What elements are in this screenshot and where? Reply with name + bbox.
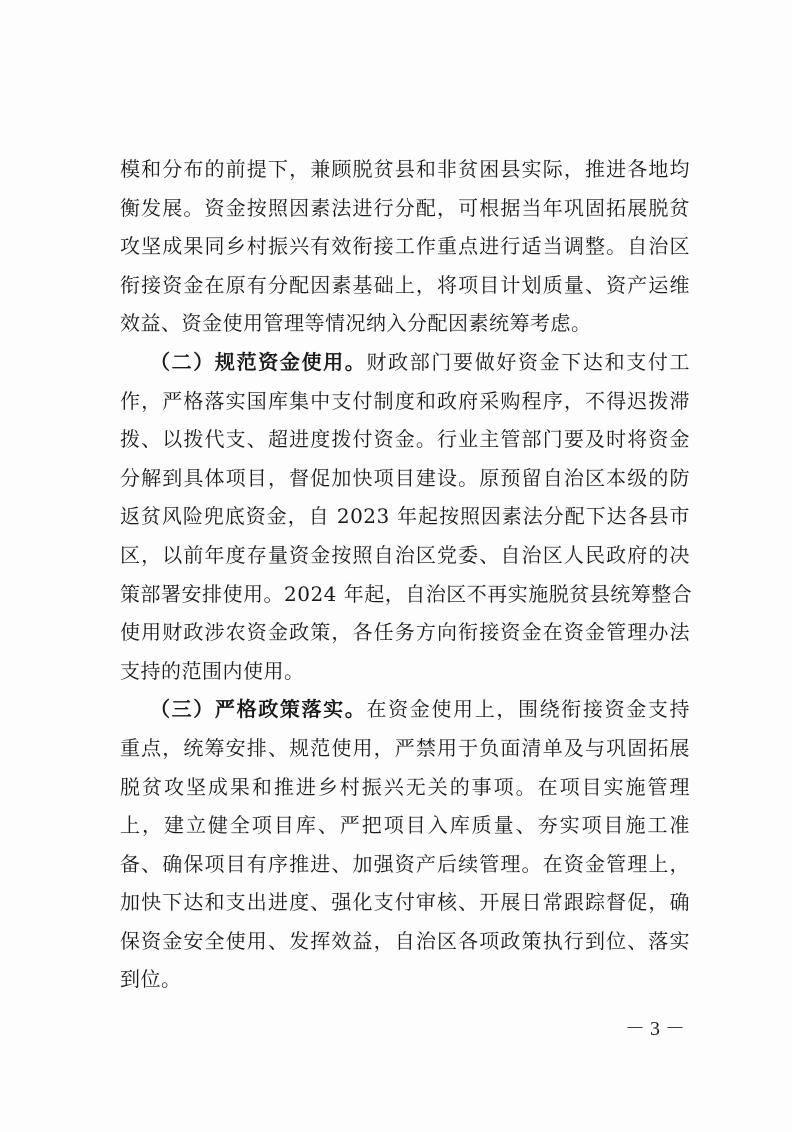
paragraph-first-line (120, 690, 690, 729)
text-line: 衡发展。资金按照因素法进行分配，可根据当年巩固拓展脱贫 (120, 195, 690, 220)
text-line: 模和分布的前提下，兼顾脱贫县和非贫困县实际，推进各地均 (120, 157, 690, 181)
text-line: 效益、资金使用管理等情况纳入分配因素统筹考虑。 (120, 311, 592, 336)
text-line: 区，以前年度存量资金按照自治区党委、自治区人民政府的决 (120, 542, 690, 567)
text-line: 重点，统筹安排、规范使用，严禁用于负面清单及与巩固拓展 (120, 735, 690, 760)
text-line: 衔接资金在原有分配因素基础上，将项目计划质量、资产运维 (120, 272, 690, 297)
text-line: 作，严格落实国库集中支付制度和政府采购程序，不得迟拨滞 (120, 388, 690, 413)
text-line: 到位。 (120, 967, 182, 992)
text-line: 支持的范围内使用。 (120, 658, 305, 683)
section-heading: （三）严格政策落实。 (150, 697, 367, 722)
text-line: 策部署安排使用。2024 年起，自治区不再实施脱贫县统筹整合 (120, 581, 693, 606)
text-line: 拨、以拨代支、超进度拨付资金。行业主管部门要及时将资金 (120, 427, 690, 452)
text-line: 返贫风险兜底资金，自 2023 年起按照因素法分配下达各县市 (120, 504, 690, 529)
document-body (120, 150, 693, 999)
text-run: 在资金使用上，围绕衔接资金支持 (366, 697, 691, 722)
paragraph-first-line (120, 343, 690, 382)
text-run: 财政部门要做好资金下达和支付工 (366, 349, 691, 374)
text-line: 分解到具体项目，督促加快项目建设。原预留自治区本级的防 (120, 465, 690, 490)
text-line: 备、确保项目有序推进、加强资产后续管理。在资金管理上， (120, 851, 690, 876)
text-line: 加快下达和支出进度、强化支付审核、开展日常跟踪督促，确 (120, 890, 690, 915)
text-line: 脱贫攻坚成果和推进乡村振兴无关的事项。在项目实施管理 (120, 774, 690, 799)
page-number: － 3 － (625, 1018, 685, 1040)
text-line: 攻坚成果同乡村振兴有效衔接工作重点进行适当调整。自治区 (120, 234, 690, 259)
text-line: 上，建立健全项目库、严把项目入库质量、夯实项目施工准 (120, 813, 690, 838)
text-line: 保资金安全使用、发挥效益，自治区各项政策执行到位、落实 (120, 928, 690, 953)
section-heading: （二）规范资金使用。 (150, 349, 367, 374)
text-line: 使用财政涉农资金政策，各任务方向衔接资金在资金管理办法 (120, 620, 690, 645)
